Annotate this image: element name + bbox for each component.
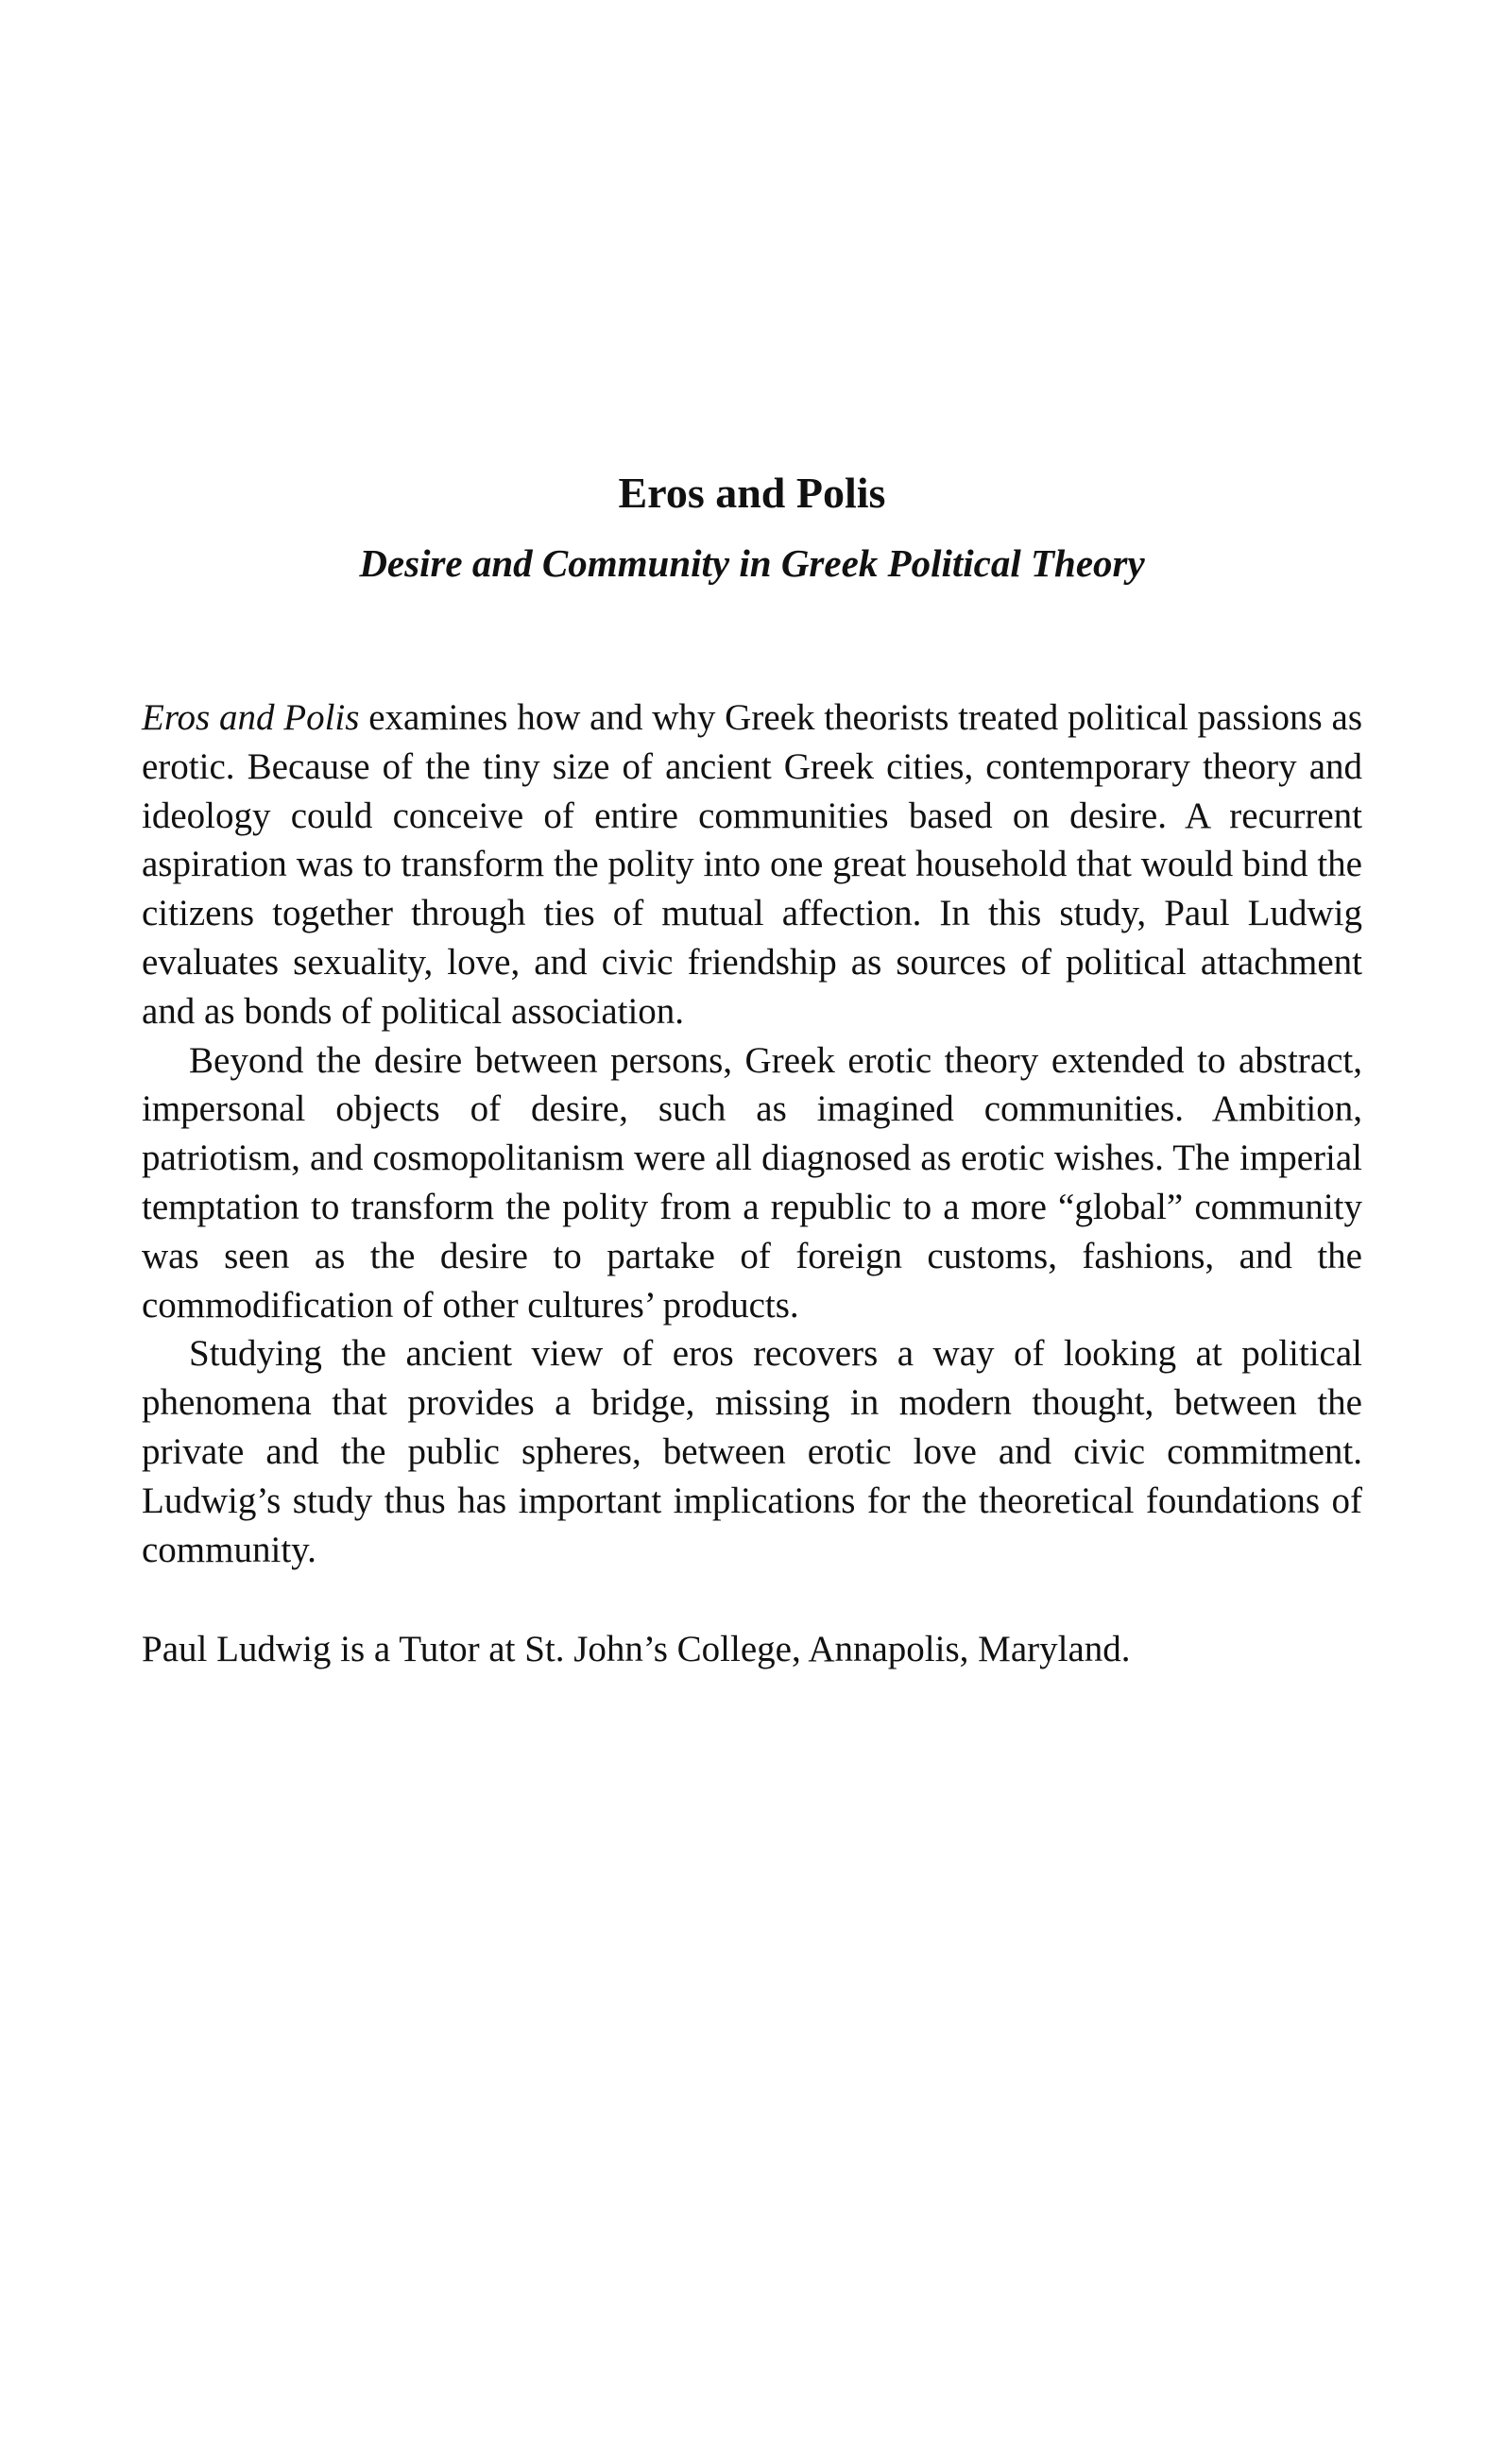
book-subtitle: Desire and Community in Greek Political Theory xyxy=(359,541,1145,585)
description-paragraph-1 xyxy=(142,693,1362,1036)
paragraph-1-text: examines how and why Greek theorists treated political passions as erotic. Because of the tiny size of ancient Greek cities, contemporary theory and ideology could conceive of entire communities based on desire. A recurrent aspiration was to transform the polity into one great household that would bind the citizens together through ties of mutual affection. In this study, Paul Ludwig evaluates sexuality, love, and civic friendship as sources of political attachment and as bonds of political association. xyxy=(142,697,1362,1032)
book-name-italic: Eros and Polis xyxy=(142,697,360,738)
author-note: Paul Ludwig is a Tutor at St. John’s College, Annapolis, Maryland. xyxy=(142,1629,1131,1669)
description-paragraph-3: Studying the ancient view of eros recovers a way of looking at political phenomena that provides a bridge, missing in modern thought, between the private and the public spheres, between erotic love and civic commitment. Ludwig’s study thus has important implications for the theoretical foundations of community. xyxy=(142,1333,1362,1570)
book-page xyxy=(142,0,1362,2464)
book-description xyxy=(142,693,1362,1574)
description-paragraph-2: Beyond the desire between persons, Greek erotic theory extended to abstract, impersonal objects of desire, such as imagined communities. Ambition, patriotism, and cosmopolitanism were all diagnosed as erotic wishes. The imperial temptation to transform the polity from a republic to a more “global” community was seen as the desire to partake of foreign customs, fashions, and the commodification of other cultures’ products. xyxy=(142,1039,1362,1326)
book-title: Eros and Polis xyxy=(618,469,886,517)
